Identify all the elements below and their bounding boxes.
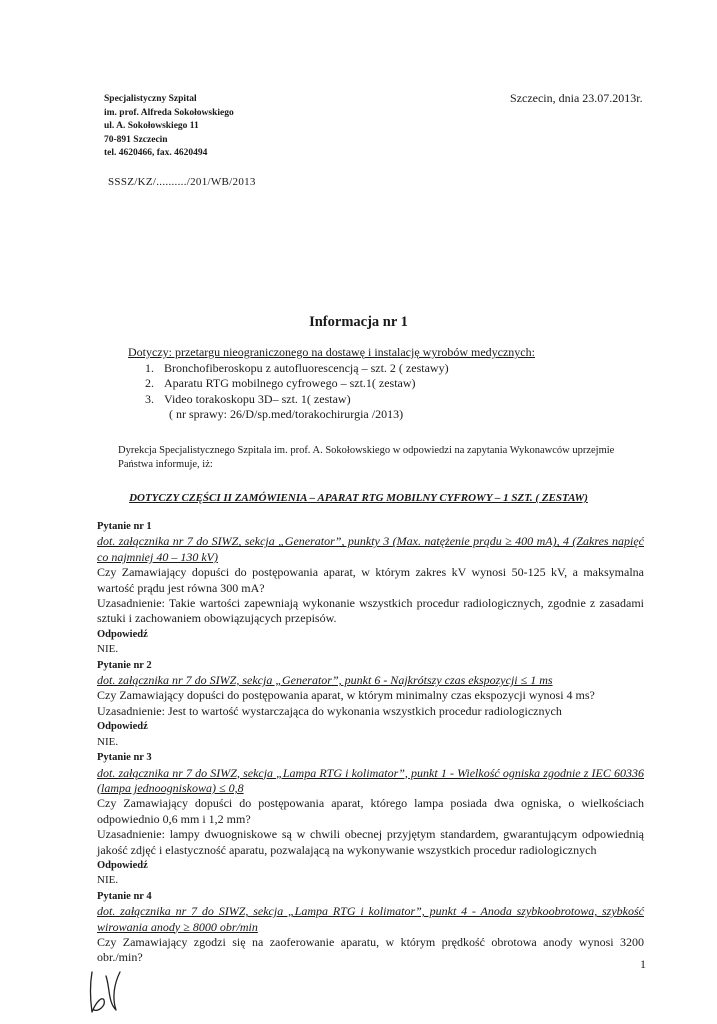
sender-line: Specjalistyczny Szpital xyxy=(104,94,197,104)
list-item-text: Bronchofiberoskopu z autofluorescencją – szt. 2 ( zestawy) xyxy=(164,360,449,375)
question-label: Pytanie nr 1 xyxy=(97,521,152,532)
subject-block xyxy=(128,345,588,423)
list-item-text: Aparatu RTG mobilnego cyfrowego – szt.1( zestaw) xyxy=(164,376,416,390)
signature-icon xyxy=(86,966,126,1016)
list-item xyxy=(128,361,588,377)
answer-label: Odpowiedź xyxy=(97,628,148,640)
sender-line: ul. A. Sokołowskiego 11 xyxy=(104,121,199,131)
answer-text: NIE. xyxy=(97,643,119,656)
questions-list xyxy=(97,519,644,966)
question-reference: dot. załącznika nr 7 do SIWZ, sekcja „Generator”, punkt 6 - Najkrótszy czas ekspozycji ≤ 1 ms xyxy=(97,673,553,688)
list-item xyxy=(128,392,588,408)
answer-label: Odpowiedź xyxy=(97,721,148,733)
section-heading: DOTYCZY CZĘŚCI II ZAMÓWIENIA – APARAT RTG MOBILNY CYFROWY – 1 SZT. ( ZESTAW) xyxy=(129,492,588,504)
document-date: Szczecin, dnia 23.07.2013r. xyxy=(510,91,643,105)
page-title: Informacja nr 1 xyxy=(309,314,408,330)
reference-number: SSSZ/KZ/........../201/WB/2013 xyxy=(108,176,256,188)
question-text: Czy Zamawiający dopuści do postępowania aparat, w którym zakres kV wynosi 50-125 kV, a maksymalna wartość prądu jest równa 300 mA? xyxy=(97,565,644,595)
question-justification: Uzasadnienie: Takie wartości zapewniają wykonanie wszystkich procedur radiologicznych, zgodnie z zasadami sztuki i zachowaniem obowiązujących przepisów. xyxy=(97,596,644,626)
sender-line: 70-891 Szczecin xyxy=(104,134,168,145)
question-block xyxy=(97,519,644,658)
question-text: Czy Zamawiający dopuści do postępowania aparat, którego lampa posiada dwa ogniska, o wielkościach odpowiednio 0,6 mm i 1,2 mm? xyxy=(97,796,644,826)
case-number: ( nr sprawy: 26/D/sp.med/torakochirurgia /2013) xyxy=(169,407,404,421)
question-block xyxy=(97,889,644,966)
list-item-number: 2. xyxy=(145,376,154,390)
answer-label: Odpowiedź xyxy=(97,859,148,871)
answer-text: NIE. xyxy=(97,735,119,748)
question-block xyxy=(97,750,644,889)
list-item-text: Video torakoskopu 3D– szt. 1( zestaw) xyxy=(164,391,351,406)
question-reference: dot. załącznika nr 7 do SIWZ, sekcja „Lampa RTG i kolimator”, punkt 1 - Wielkość ogniska zgodnie z IEC 60336 (lampa jednoogniskowa) ≤ 0,8 xyxy=(97,765,644,795)
subject-heading: Dotyczy: przetargu nieograniczonego na dostawę i instalację wyrobów medycznych: xyxy=(128,345,535,359)
question-text: Czy Zamawiający zgodzi się na zaoferowanie aparatu, w którym prędkość obrotowa anody wynosi 3200 obr./min? xyxy=(97,934,644,965)
question-label: Pytanie nr 4 xyxy=(97,890,152,902)
question-label: Pytanie nr 2 xyxy=(97,659,152,671)
question-text: Czy Zamawiający dopuści do postępowania aparat, w którym minimalny czas ekspozycji wynosi 4 ms? xyxy=(97,688,595,703)
question-block xyxy=(97,658,644,750)
sender-line: tel. 4620466, fax. 4620494 xyxy=(104,148,208,158)
intro-text: Dyrekcja Specjalistycznego Szpitala im. prof. A. Sokołowskiego w odpowiedzi na zapytania Wykonawców uprzejmie Państwa informuje, iż: xyxy=(118,445,615,470)
question-justification: Uzasadnienie: lampy dwuogniskowe są w chwili obecnej przyjętym standardem, gwarantującym odpowiednią jakość zdjęć i elastyczność aparatu, pozwalającą na wykonywanie wszystkich procedur radiologicznych xyxy=(97,827,644,857)
list-item xyxy=(128,376,588,392)
question-label: Pytanie nr 3 xyxy=(97,752,152,764)
subject-list xyxy=(128,361,588,408)
page-number: 1 xyxy=(640,957,646,971)
question-justification: Uzasadnienie: Jest to wartość wystarczająca do wykonania wszystkich procedur radiologicznych xyxy=(97,703,562,718)
list-item-number: 1. xyxy=(145,360,154,375)
list-item-number: 3. xyxy=(145,391,154,406)
intro-paragraph xyxy=(118,444,648,472)
answer-text: NIE. xyxy=(97,874,119,887)
question-reference: dot. załącznika nr 7 do SIWZ, sekcja „Generator”, punkty 3 (Max. natężenie prądu ≥ 400 mA), 4 (Zakres napięć co najmniej 40 – 130 kV) xyxy=(97,534,644,564)
sender-address xyxy=(104,93,324,161)
sender-line: im. prof. Alfreda Sokołowskiego xyxy=(104,107,234,118)
question-reference: dot. załącznika nr 7 do SIWZ, sekcja „Lampa RTG i kolimator”, punkt 4 - Anoda szybkoobrotowa, szybkość wirowania anody ≥ 8000 obr/min xyxy=(97,904,644,934)
